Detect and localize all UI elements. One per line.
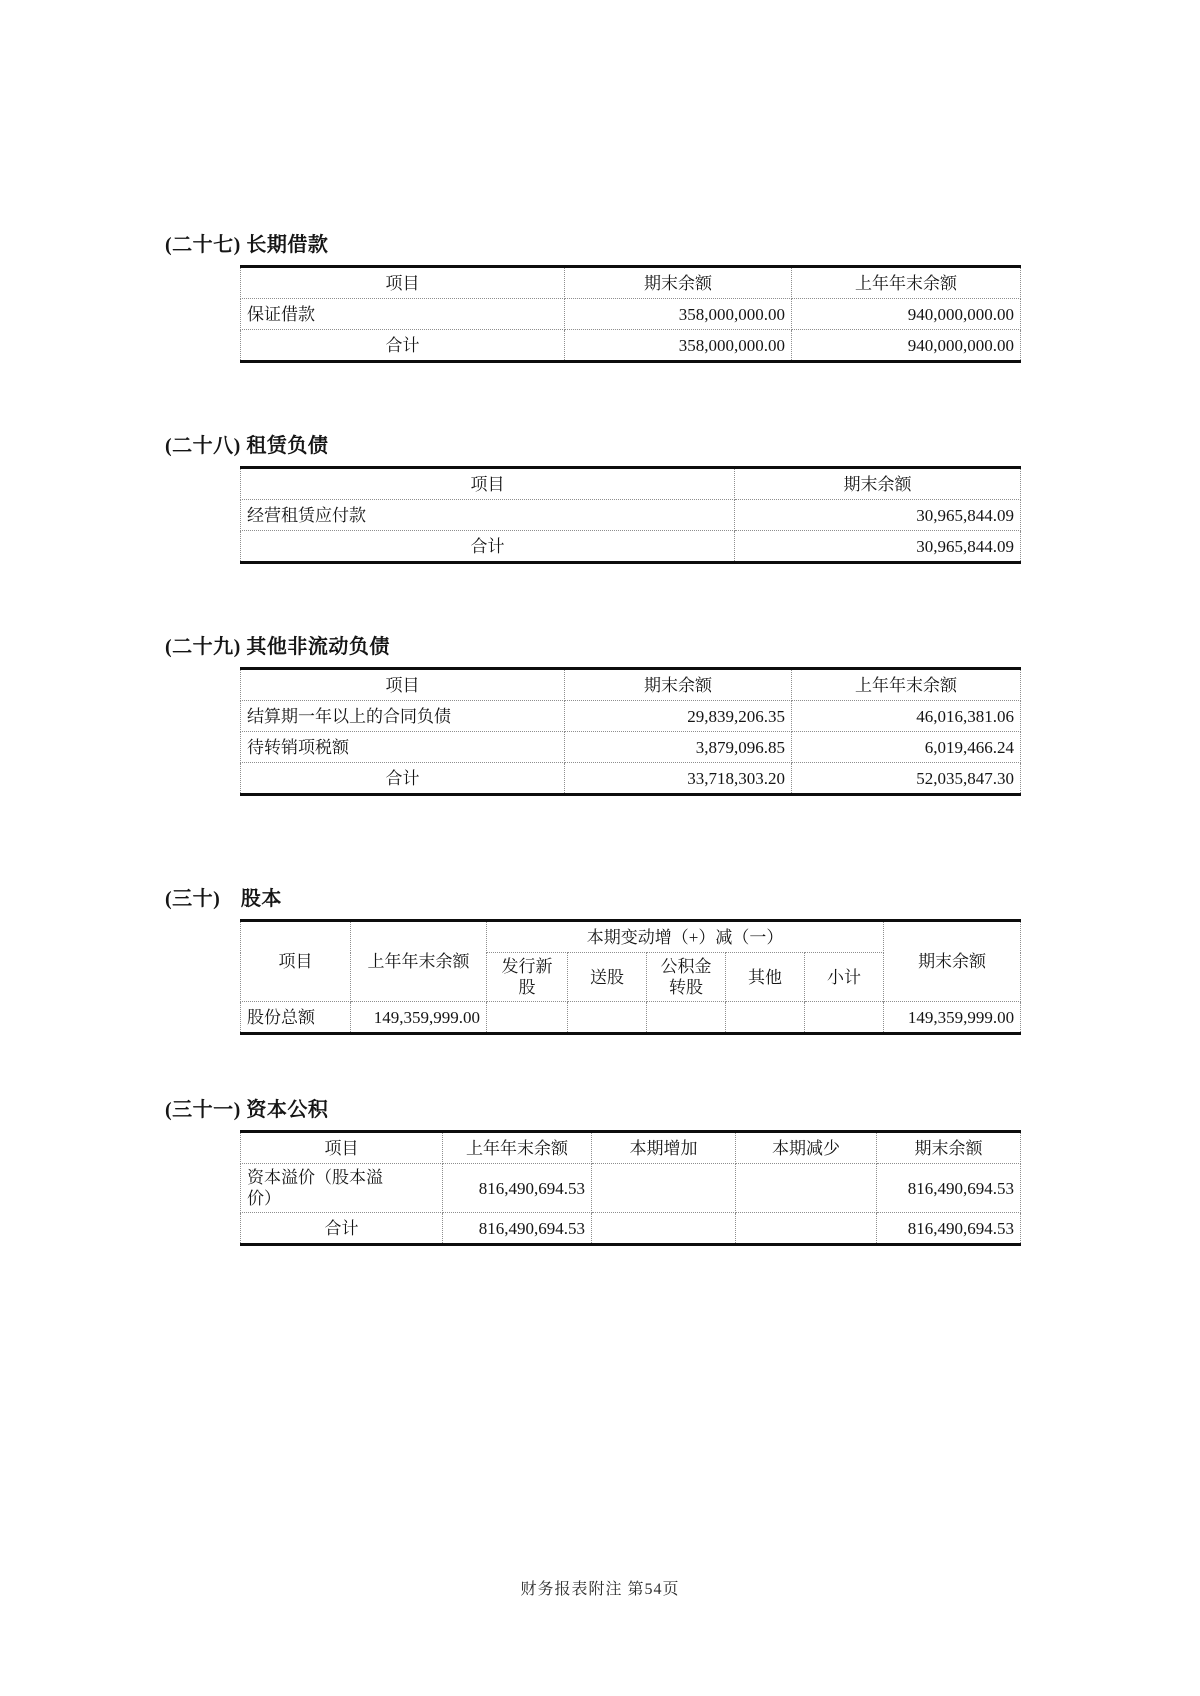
cell-ending-value: 149,359,999.00 xyxy=(884,1002,1021,1034)
row-item-label: 待转销项税额 xyxy=(241,732,565,763)
section-share-capital xyxy=(165,882,1025,1035)
total-label: 合计 xyxy=(241,1213,443,1245)
total-decrease-value xyxy=(736,1213,877,1245)
cell-ending-value: 3,879,096.85 xyxy=(565,732,792,763)
capital-reserve-table xyxy=(240,1130,1021,1246)
cell-increase-value xyxy=(592,1164,736,1213)
row-item-label: 保证借款 xyxy=(241,299,565,330)
column-header-ending: 期末余额 xyxy=(565,267,792,299)
section-capital-reserve xyxy=(165,1093,1025,1246)
total-ending-value: 30,965,844.09 xyxy=(735,531,1021,563)
table-total-row xyxy=(241,330,1021,362)
column-header-reserve-to-shares: 公积金转股 xyxy=(647,953,726,1002)
table-row xyxy=(241,701,1021,732)
cell-ending-value: 816,490,694.53 xyxy=(877,1164,1021,1213)
total-label: 合计 xyxy=(241,330,565,362)
column-header-item: 项目 xyxy=(241,468,735,500)
table-total-row xyxy=(241,531,1021,563)
cell-ending-value: 30,965,844.09 xyxy=(735,500,1021,531)
section-longterm-loans xyxy=(165,228,1025,363)
section-other-noncurrent-liabilities xyxy=(165,630,1025,796)
table-header-row xyxy=(241,267,1021,299)
row-item-label: 结算期一年以上的合同负债 xyxy=(241,701,565,732)
table-row xyxy=(241,732,1021,763)
cell-beginning-value: 940,000,000.00 xyxy=(792,299,1021,330)
column-header-ending: 期末余额 xyxy=(735,468,1021,500)
column-header-subtotal: 小计 xyxy=(805,953,884,1002)
total-beginning-value: 52,035,847.30 xyxy=(792,763,1021,795)
cell-new-issue-value xyxy=(487,1002,568,1034)
table-header-row xyxy=(241,468,1021,500)
table-row xyxy=(241,1002,1021,1034)
table-total-row xyxy=(241,1213,1021,1245)
column-header-change-group: 本期变动增（+）减（一） xyxy=(487,921,884,953)
cell-other-value xyxy=(726,1002,805,1034)
cell-bonus-shares-value xyxy=(568,1002,647,1034)
column-header-other: 其他 xyxy=(726,953,805,1002)
cell-beginning-value: 6,019,466.24 xyxy=(792,732,1021,763)
section-title: (三十) 股本 xyxy=(165,888,282,910)
total-label: 合计 xyxy=(241,531,735,563)
row-item-label: 经营租赁应付款 xyxy=(241,500,735,531)
share-capital-table xyxy=(240,919,1021,1035)
cell-subtotal-value xyxy=(805,1002,884,1034)
column-header-item: 项目 xyxy=(241,669,565,701)
table-header-row xyxy=(241,921,1021,953)
table-total-row xyxy=(241,763,1021,795)
section-title: (二十七) 长期借款 xyxy=(165,234,329,256)
total-increase-value xyxy=(592,1213,736,1245)
total-beginning-value: 816,490,694.53 xyxy=(443,1213,592,1245)
table-row xyxy=(241,1164,1021,1213)
cell-beginning-value: 46,016,381.06 xyxy=(792,701,1021,732)
column-header-beginning: 上年年末余额 xyxy=(792,669,1021,701)
total-beginning-value: 940,000,000.00 xyxy=(792,330,1021,362)
column-header-decrease: 本期减少 xyxy=(736,1132,877,1164)
column-header-beginning: 上年年末余额 xyxy=(443,1132,592,1164)
table-row xyxy=(241,299,1021,330)
cell-reserve-to-shares-value xyxy=(647,1002,726,1034)
cell-beginning-value: 816,490,694.53 xyxy=(443,1164,592,1213)
column-header-ending: 期末余额 xyxy=(877,1132,1021,1164)
table-row xyxy=(241,500,1021,531)
other-noncurrent-liabilities-table xyxy=(240,667,1021,796)
column-header-item: 项目 xyxy=(241,267,565,299)
total-ending-value: 358,000,000.00 xyxy=(565,330,792,362)
longterm-loans-table xyxy=(240,265,1021,363)
column-header-item: 项目 xyxy=(241,1132,443,1164)
row-item-label: 股份总额 xyxy=(241,1002,351,1034)
section-lease-liabilities xyxy=(165,429,1025,564)
column-header-increase: 本期增加 xyxy=(592,1132,736,1164)
section-title: (二十九) 其他非流动负债 xyxy=(165,636,390,658)
row-item-label: 资本溢价（股本溢价） xyxy=(241,1164,443,1213)
table-header-row xyxy=(241,669,1021,701)
column-header-beginning: 上年年末余额 xyxy=(351,921,487,1002)
total-ending-value: 816,490,694.53 xyxy=(877,1213,1021,1245)
lease-liabilities-table xyxy=(240,466,1021,564)
total-label: 合计 xyxy=(241,763,565,795)
column-header-ending: 期末余额 xyxy=(884,921,1021,1002)
section-title: (三十一) 资本公积 xyxy=(165,1099,329,1121)
column-header-new-issue: 发行新股 xyxy=(487,953,568,1002)
column-header-beginning: 上年年末余额 xyxy=(792,267,1021,299)
total-ending-value: 33,718,303.20 xyxy=(565,763,792,795)
table-header-row xyxy=(241,1132,1021,1164)
section-title: (二十八) 租赁负债 xyxy=(165,435,329,457)
notes-content xyxy=(165,228,1025,1246)
page-footer: 财务报表附注 第54页 xyxy=(520,1581,680,1598)
cell-ending-value: 29,839,206.35 xyxy=(565,701,792,732)
cell-ending-value: 358,000,000.00 xyxy=(565,299,792,330)
cell-beginning-value: 149,359,999.00 xyxy=(351,1002,487,1034)
column-header-bonus-shares: 送股 xyxy=(568,953,647,1002)
column-header-ending: 期末余额 xyxy=(565,669,792,701)
cell-decrease-value xyxy=(736,1164,877,1213)
column-header-item: 项目 xyxy=(241,921,351,1002)
